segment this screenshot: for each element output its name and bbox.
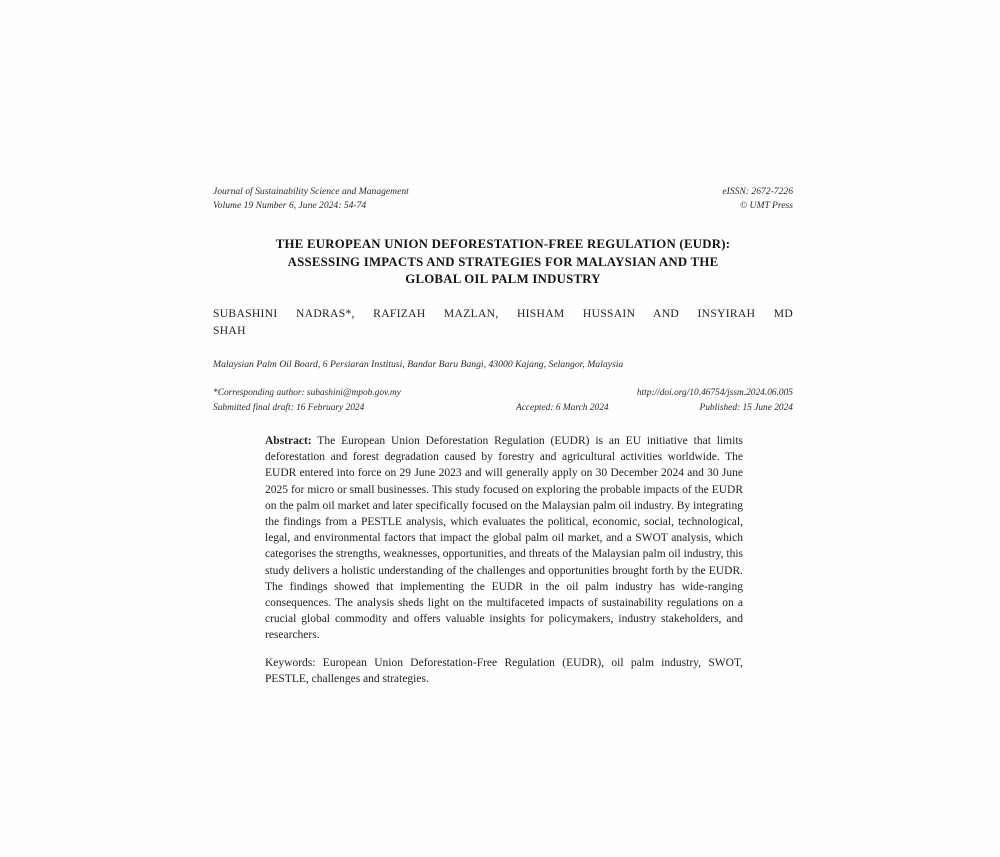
abstract-text: The European Union Deforestation Regulation (EUDR) is an EU initiative that limits deforestation and forest degradation caused by forestry and agricultural activities worldwide. The EUDR entered into force on 29 June 2023 and will generally apply on 30 December 2024 and 30 June 2025 for micro or small businesses. This study focused on exploring the probable impacts of the EUDR on the palm oil market and later specifically focused on the Malaysian palm oil industry. By integrating the findings from a PESTLE analysis, which evaluates the political, economic, social, technological, legal, and environmental factors that impact the global palm oil market, and a SWOT analysis, which categorises the strengths, weaknesses, opportunities, and threats of the Malaysian palm oil industry, this study delivers a holistic understanding of the challenges and opportunities brought forth by the EUDR. The findings showed that implementing the EUDR in the oil palm industry has wide-ranging consequences. The analysis sheds light on the multifaceted impacts of sustainability regulations on a crucial global commodity and offers valuable insights for policymakers, industry stakeholders, and researchers.	[265, 435, 743, 642]
journal-eissn: eISSN: 2672-7226	[722, 186, 793, 197]
authors	[213, 306, 793, 339]
journal-name: Journal of Sustainability Science and Management	[213, 186, 409, 197]
abstract-section	[265, 433, 743, 687]
journal-volume-line: Volume 19 Number 6, June 2024: 54-74	[213, 199, 367, 211]
correspondence-row-1	[213, 388, 793, 398]
paper-title-line-2: ASSESSING IMPACTS AND STRATEGIES FOR MALAYSIAN AND THE	[287, 254, 719, 269]
corresponding-author: *Corresponding author: subashini@mpob.gov.my	[213, 388, 401, 398]
accepted-date: Accepted: 6 March 2024	[516, 403, 609, 413]
journal-press: © UMT Press	[739, 199, 793, 211]
abstract-paragraph	[265, 433, 743, 644]
paper-title-line-3: GLOBAL OIL PALM INDUSTRY	[405, 272, 601, 286]
published-date: Published: 15 June 2024	[699, 403, 793, 413]
authors-line-1: SUBASHINI NADRAS*, RAFIZAH MAZLAN, HISHAM HUSSAIN AND INSYIRAH MD	[213, 307, 793, 320]
keywords-label: Keywords:	[265, 656, 316, 669]
abstract-label: Abstract:	[265, 435, 312, 447]
authors-line-2: SHAH	[213, 323, 246, 337]
keywords-text: European Union Deforestation-Free Regulation (EUDR), oil palm industry, SWOT, PESTLE, challenges and strategies.	[265, 656, 743, 685]
correspondence-row-2	[213, 403, 793, 417]
paper-title-line-1: THE EUROPEAN UNION DEFORESTATION-FREE REGULATION (EUDR):	[275, 237, 731, 251]
submitted-date: Submitted final draft: 16 February 2024	[213, 403, 365, 413]
journal-header-right	[722, 185, 793, 212]
journal-header-left	[213, 185, 409, 212]
doi-link: http://doi.org/10.46754/jssm.2024.06.005	[636, 388, 793, 398]
affiliation: Malaysian Palm Oil Board, 6 Persiaran Institusi, Bandar Baru Bangi, 43000 Kajang, Selangor, Malaysia	[213, 359, 624, 370]
paper-title	[213, 236, 793, 289]
journal-header	[213, 185, 793, 212]
keywords-paragraph	[265, 655, 743, 687]
